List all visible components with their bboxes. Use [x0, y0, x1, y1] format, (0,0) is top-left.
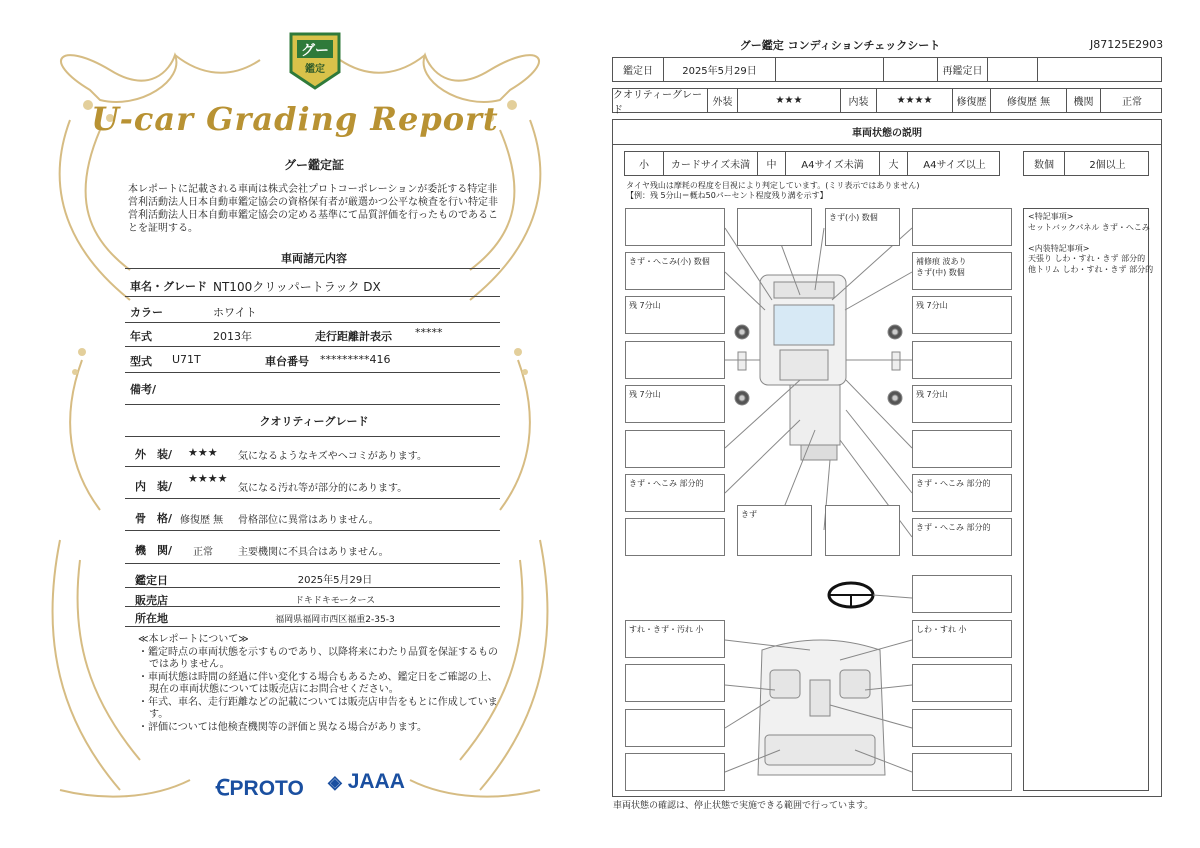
- legend-count: 数個: [1034, 160, 1054, 171]
- damage-slot: [912, 753, 1012, 791]
- appraisal-date-label: 鑑定日: [135, 574, 168, 587]
- exterior-value: ★★★: [737, 89, 840, 112]
- damage-slot: [825, 505, 900, 556]
- damage-slot: [912, 430, 1012, 468]
- grade-label: クオリティーグレード: [613, 89, 702, 116]
- badge-top-text: グー: [301, 43, 329, 59]
- reappraisal-label: 再鑑定日: [937, 58, 987, 81]
- date-label: 鑑定日: [623, 66, 653, 77]
- repair-label: 修復歴: [952, 89, 990, 112]
- quality-engine-desc: 主要機関に不具合はありません。: [238, 547, 389, 558]
- damage-slot: [625, 664, 725, 702]
- quality-exterior-desc: 気になるようなキズやヘコミがあります。: [238, 451, 427, 462]
- legend-medium: 中: [757, 152, 785, 175]
- note-item: ・鑑定時点の車両状態を示すものであり、以降将来にわたり品質を保証するものではありません。: [138, 646, 498, 670]
- quality-engine-label: 機 関/: [135, 544, 173, 557]
- footer-note: 車両状態の確認は、停止状態で実施できる範囲で行っています。: [613, 801, 874, 811]
- quality-engine-value: 正常: [193, 547, 213, 558]
- mileage-value: *****: [415, 326, 443, 339]
- appraisal-date-value: 2025年5月29日: [297, 575, 373, 586]
- damage-slot: しわ・すれ 小: [912, 620, 1012, 658]
- interior-value: ★★★★: [876, 89, 952, 112]
- legend-small-desc: カードサイズ未満: [663, 152, 757, 175]
- engine-label: 機関: [1066, 89, 1100, 112]
- chassis-value: *********416: [320, 353, 391, 366]
- location-value: 福岡県福岡市西区福重2-35-3: [275, 615, 395, 625]
- note-item: ・評価については他検査機関等の評価と異なる場合があります。: [138, 721, 427, 733]
- quality-frame-value: 修復歴 無: [180, 515, 224, 526]
- interior-label: 内装: [840, 89, 876, 112]
- engine-value: 正常: [1100, 89, 1163, 112]
- proto-logo: ꞒPROTO: [216, 775, 304, 800]
- repair-value: 修復歴 無: [990, 89, 1066, 112]
- legend-large: 大: [879, 152, 907, 175]
- quality-exterior-value: ★★★: [188, 446, 218, 459]
- tire-note-2: 【例：残 5分山＝概ね50パーセント程度残り溝を示す】: [626, 191, 828, 200]
- specs-heading: 車両諸元内容: [281, 252, 347, 265]
- damage-slot: [912, 575, 1012, 613]
- date-value: 2025年5月29日: [663, 58, 775, 81]
- special-notes-box: [1023, 208, 1154, 791]
- location-label: 所在地: [135, 612, 168, 625]
- report-script-title: U-car Grading Report: [91, 100, 499, 138]
- note-item: ・年式、車名、走行距離などの記載については販売店申告をもとに作成しています。: [138, 696, 498, 720]
- remarks-label: 備考/: [130, 383, 157, 396]
- tire-note-1: タイヤ残山は摩耗の程度を目視により判定しています。(ミリ表示ではありません): [626, 181, 920, 190]
- damage-slot: [625, 430, 725, 468]
- dealer-value: ドキドキモータース: [294, 596, 376, 606]
- damage-slot: [912, 709, 1012, 747]
- damage-slot: すれ・きず・汚れ 小: [625, 620, 725, 658]
- condition-heading: 車両状態の説明: [612, 119, 1162, 145]
- document-number: J87125E2903: [1090, 38, 1164, 51]
- quality-interior-desc: 気になる汚れ等が部分的にあります。: [238, 483, 408, 494]
- damage-slot: きず(小) 数個: [825, 208, 900, 246]
- damage-slot: 残 7分山: [912, 296, 1012, 334]
- quality-frame-label: 骨 格/: [135, 512, 173, 525]
- model-value: U71T: [172, 353, 201, 366]
- year-label: 年式: [130, 330, 152, 343]
- damage-slot: きず・へこみ 部分的: [912, 474, 1012, 512]
- condition-check-sheet: [600, 0, 1200, 848]
- quality-exterior-label: 外 装/: [135, 448, 173, 461]
- damage-slot: きず・へこみ(小) 数個: [625, 252, 725, 290]
- certificate-title: グー鑑定証: [283, 158, 344, 172]
- quality-heading: クオリティーグレード: [259, 415, 369, 428]
- sheet-title: グー鑑定 コンディションチェックシート: [739, 39, 941, 52]
- car-name-value: NT100クリッパートラック DX: [213, 280, 381, 294]
- legend-medium-desc: A4サイズ未満: [785, 152, 879, 175]
- quality-interior-label: 内 装/: [135, 480, 173, 493]
- damage-slot: [625, 208, 725, 246]
- damage-slot: 補修痕 波あり きず(中) 数個: [912, 252, 1012, 290]
- report-notes: [138, 634, 498, 734]
- car-name-label: 車名・グレード: [130, 280, 207, 293]
- legend-large-desc: A4サイズ以上: [907, 152, 1001, 175]
- quality-interior-value: ★★★★: [188, 472, 228, 485]
- notes-heading: ≪本レポートについて≫: [138, 634, 249, 645]
- model-label: 型式: [130, 355, 152, 368]
- exterior-label: 外装: [707, 89, 737, 112]
- damage-slot: [912, 341, 1012, 379]
- quality-frame-desc: 骨格部位に異常はありません。: [238, 515, 379, 526]
- chassis-label: 車台番号: [265, 355, 309, 368]
- damage-slot: きず・へこみ 部分的: [912, 518, 1012, 556]
- damage-slot: [625, 518, 725, 556]
- damage-slot: 残 7分山: [625, 385, 725, 423]
- damage-slot: [625, 753, 725, 791]
- mileage-label: 走行距離計表示: [315, 330, 392, 343]
- damage-slot: [737, 208, 812, 246]
- damage-slot: 残 7分山: [912, 385, 1012, 423]
- damage-slot: きず: [737, 505, 812, 556]
- color-label: カラー: [130, 306, 163, 319]
- damage-slot: [912, 664, 1012, 702]
- legend-small: 小: [639, 160, 649, 171]
- damage-slot: きず・へこみ 部分的: [625, 474, 725, 512]
- certificate-intro: 本レポートに記載される車両は株式会社プロトコーポレーションが委託する特定非営利活動法人日本自動車鑑定協会の資格保有者が厳選かつ公平な検査を行い特定非営利活動法人日本自動車鑑定協会の定める基準にて品質評価を行ったものであることを証明する。: [128, 184, 498, 234]
- damage-slot: [625, 709, 725, 747]
- jaaa-logo: ◈ JAAA: [328, 770, 405, 793]
- dealer-label: 販売店: [135, 594, 168, 607]
- year-value: 2013年: [213, 330, 252, 343]
- badge-bottom-text: 鑑定: [305, 64, 325, 75]
- damage-slot: [625, 341, 725, 379]
- color-value: ホワイト: [213, 306, 257, 319]
- legend-count-desc: 2個以上: [1064, 152, 1150, 175]
- special-notes: <特記事項> セットバックパネル きず・へこみ <内装特記事項> 天張り しわ・すれ・きず 部分的 他トリム しわ・すれ・きず 部分的: [1028, 212, 1154, 274]
- damage-slot: 残 7分山: [625, 296, 725, 334]
- goo-appraisal-badge: [287, 30, 343, 92]
- damage-slot: [912, 208, 1012, 246]
- note-item: ・車両状態は時間の経過に伴い変化する場合もあるため、鑑定日をご確認の上、現在の車両状態については販売店にお問合せください。: [138, 671, 498, 695]
